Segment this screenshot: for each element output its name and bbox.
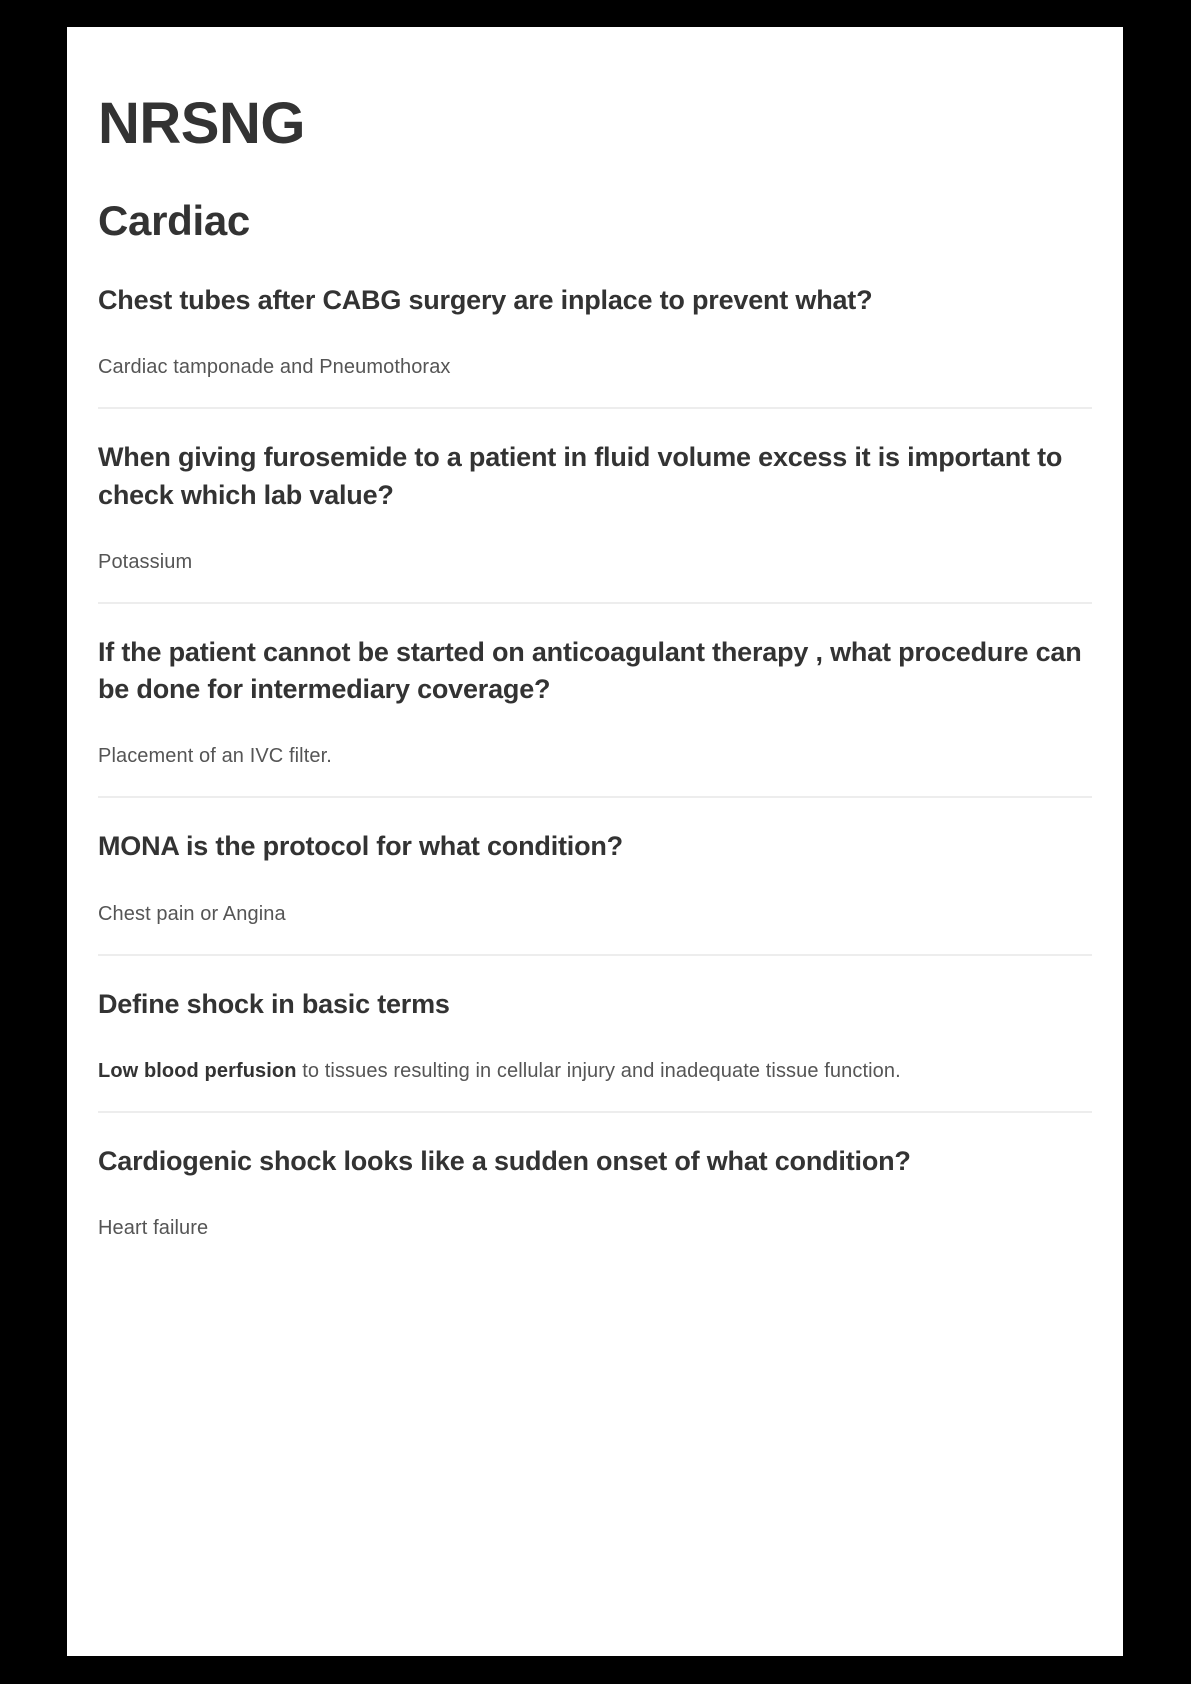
flashcard-answer-text: Heart failure xyxy=(98,1217,209,1239)
flashcard-item xyxy=(98,798,1092,955)
flashcard-item xyxy=(98,282,1092,409)
flashcard-answer xyxy=(98,1023,1092,1087)
flashcard-answer xyxy=(98,708,1092,772)
flashcard-item xyxy=(98,409,1092,604)
flashcard-question: Define shock in basic terms xyxy=(98,988,450,1019)
flashcard-answer xyxy=(98,1180,1092,1244)
page-content xyxy=(67,27,1123,1268)
flashcard-question: If the patient cannot be started on anticoagulant therapy , what procedure can be done for intermediary coverage? xyxy=(98,636,1082,704)
flashcard-question: Chest tubes after CABG surgery are inplace to prevent what? xyxy=(98,285,873,315)
flashcard-answer-text: Chest pain or Angina xyxy=(98,902,286,925)
flashcard-answer xyxy=(98,319,1092,383)
flashcard-item xyxy=(98,604,1092,799)
flashcard-question: When giving furosemide to a patient in fluid volume excess it is important to check which lab value? xyxy=(98,442,1063,510)
flashcard-question: MONA is the protocol for what condition? xyxy=(98,831,623,862)
flashcard-question: Cardiogenic shock looks like a sudden onset of what condition? xyxy=(98,1145,911,1176)
flashcard-answer-text: to tissues resulting in cellular injury and inadequate tissue function. xyxy=(296,1059,901,1082)
brand-title: NRSNG xyxy=(98,91,305,156)
document-page xyxy=(67,27,1123,1656)
flashcard-answer xyxy=(98,514,1092,578)
flashcard-list xyxy=(98,282,1092,1268)
flashcard-answer-text: Cardiac tamponade and Pneumothorax xyxy=(98,356,451,379)
flashcard-answer-emphasis: Low blood perfusion xyxy=(98,1059,297,1082)
flashcard-answer-text: Potassium xyxy=(98,550,193,573)
deck-title: Cardiac xyxy=(98,197,250,244)
flashcard-answer xyxy=(98,866,1092,930)
flashcard-item xyxy=(98,1113,1092,1268)
flashcard-item xyxy=(98,956,1092,1113)
flashcard-answer-text: Placement of an IVC filter. xyxy=(98,745,332,768)
